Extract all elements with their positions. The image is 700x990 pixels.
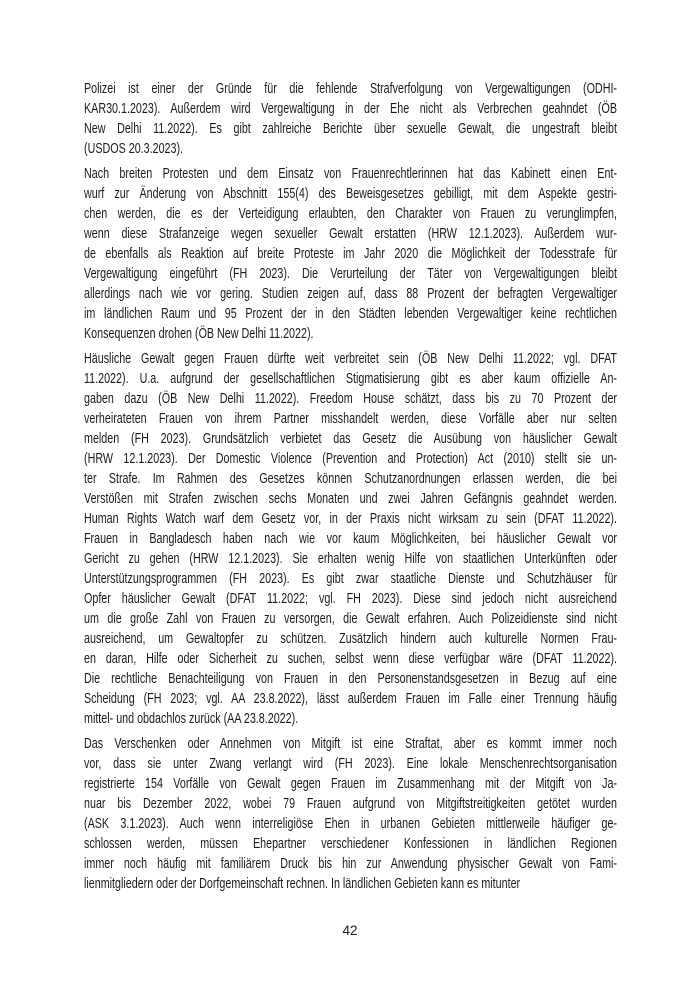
text-line: allerdings nach wie vor gering. Studien zeigen auf, dass 88 Prozent der befragten Vergewaltiger xyxy=(84,286,617,302)
paragraph-dowry-violence xyxy=(84,734,617,894)
text-line: KAR30.1.2023). Außerdem wird Vergewaltigung in der Ehe nicht als Verbrechen geahndet (ÖB xyxy=(84,101,617,117)
text-line: wenn diese Strafanzeige wegen sexueller Gewalt erstatten (HRW 12.1.2023). Außerdem wur- xyxy=(84,226,617,242)
text-line: New Delhi 11.2022). Es gibt zahlreiche Berichte über sexuelle Gewalt, die ungestraft bleibt xyxy=(84,121,617,137)
paragraph-evidence-act-reform xyxy=(84,164,617,344)
text-line: en daran, Hilfe oder Sicherheit zu suchen, selbst wenn diese verfügbar wäre (DFAT 11.2022). xyxy=(84,651,617,667)
text-line: Scheidung (FH 2023; vgl. AA 23.8.2022), lässt außerdem Frauen im Falle einer Trennung häufig xyxy=(84,691,617,707)
text-line: Polizei ist einer der Gründe für die fehlende Strafverfolgung von Vergewaltigungen (ODHI- xyxy=(84,81,617,97)
page-body-text xyxy=(84,79,617,899)
paragraph-domestic-violence xyxy=(84,349,617,729)
text-line: schlossen werden, müssen Ehepartner verschiedener Konfessionen in ländlichen Regionen xyxy=(84,836,617,852)
text-line: (HRW 12.1.2023). Der Domestic Violence (Prevention and Protection) Act (2010) stellt sie un- xyxy=(84,451,617,467)
text-line: Nach breiten Protesten und dem Einsatz von Frauenrechtlerinnen hat das Kabinett einen Ent- xyxy=(84,166,617,182)
text-line: Verstößen mit Strafen zwischen sechs Monaten und zwei Jahren Gefängnis geahndet werden. xyxy=(84,491,617,507)
text-line: immer noch häufig mit familiärem Druck bis hin zur Anwendung physischer Gewalt von Fami- xyxy=(84,856,617,872)
text-line: melden (FH 2023). Grundsätzlich verbietet das Gesetz die Ausübung von häuslicher Gewalt xyxy=(84,431,617,447)
text-line: chen werden, die es der Verteidigung erlaubten, den Charakter von Frauen zu verunglimpfen, xyxy=(84,206,617,222)
text-line: registrierte 154 Vorfälle von Gewalt gegen Frauen im Zusammenhang mit der Mitgift von Ja- xyxy=(84,776,617,792)
text-line: Gericht zu gehen (HRW 12.1.2023). Sie erhalten wenig Hilfe von staatlichen Unterkünften oder xyxy=(84,551,617,567)
text-line: de ebenfalls als Reaktion auf breite Proteste im Jahr 2020 die Möglichkeit der Todesstrafe für xyxy=(84,246,617,262)
text-line: vor, dass sie unter Zwang verlangt wird (FH 2023). Eine lokale Menschenrechtsorganisation xyxy=(84,756,617,772)
text-line: ausreichend, um Gewaltopfer zu schützen. Zusätzlich hindern auch kulturelle Normen Frau- xyxy=(84,631,617,647)
text-line: gaben dazu (ÖB New Delhi 11.2022). Freedom House schätzt, dass bis zu 70 Prozent der xyxy=(84,391,617,407)
text-line: Unterstützungsprogrammen (FH 2023). Es gibt zwar staatliche Dienste und Schutzhäuser für xyxy=(84,571,617,587)
text-line: um die große Zahl von Frauen zu versorgen, die Gewalt erfahren. Auch Polizeidienste sind nicht xyxy=(84,611,617,627)
page-footer xyxy=(0,923,700,939)
page-number: 42 xyxy=(342,923,358,938)
text-line: Konsequenzen drohen (ÖB New Delhi 11.2022). xyxy=(84,326,314,342)
text-line: (ASK 3.1.2023). Auch wenn interreligiöse Ehen in urbanen Gebieten mittlerweile häufiger ge- xyxy=(84,816,617,832)
text-line: Human Rights Watch warf dem Gesetz vor, in der Praxis nicht wirksam zu sein (DFAT 11.2022). xyxy=(84,511,617,527)
text-line: verheirateten Frauen von ihrem Partner misshandelt werden, diese Vorfälle aber nur selten xyxy=(84,411,617,427)
text-line: Das Verschenken oder Annehmen von Mitgift ist eine Straftat, aber es kommt immer noch xyxy=(84,736,617,752)
text-line: (USDOS 20.3.2023). xyxy=(84,141,184,157)
text-line: ter Strafe. Im Rahmen des Gesetzes können Schutzanordnungen erlassen werden, die bei xyxy=(84,471,617,487)
text-line: nuar bis Dezember 2022, wobei 79 Frauen aufgrund von Mitgiftstreitigkeiten getötet wurden xyxy=(84,796,617,812)
text-line: Die rechtliche Benachteiligung von Frauen in den Personenstandsgesetzen in Bezug auf eine xyxy=(84,671,617,687)
text-line: Häusliche Gewalt gegen Frauen dürfte weit verbreitet sein (ÖB New Delhi 11.2022; vgl. DFAT xyxy=(84,351,617,367)
text-line: wurf zur Änderung von Abschnitt 155(4) des Beweisgesetzes gebilligt, mit dem Aspekte gestri- xyxy=(84,186,617,202)
text-line: Vergewaltigung eingeführt (FH 2023). Die Verurteilung der Täter von Vergewaltigungen bleibt xyxy=(84,266,617,282)
text-line: Frauen in Bangladesch haben nach wie vor kaum Möglichkeiten, bei häuslicher Gewalt vor xyxy=(84,531,617,547)
text-line: Opfer häuslicher Gewalt (DFAT 11.2022; vgl. FH 2023). Diese sind jedoch nicht ausreichend xyxy=(84,591,617,607)
paragraph-rape-impunity xyxy=(84,79,617,159)
text-line: mittel- und obdachlos zurück (AA 23.8.2022). xyxy=(84,711,299,727)
text-line: im ländlichen Raum und 95 Prozent der in den Städten lebenden Vergewaltiger keine rechtlichen xyxy=(84,306,617,322)
text-line: lienmitgliedern oder der Dorfgemeinschaft rechnen. In ländlichen Gebieten kann es mitunter xyxy=(84,876,521,892)
text-line: 11.2022). U.a. aufgrund der gesellschaftlichen Stigmatisierung gibt es aber kaum offizielle An- xyxy=(84,371,617,387)
